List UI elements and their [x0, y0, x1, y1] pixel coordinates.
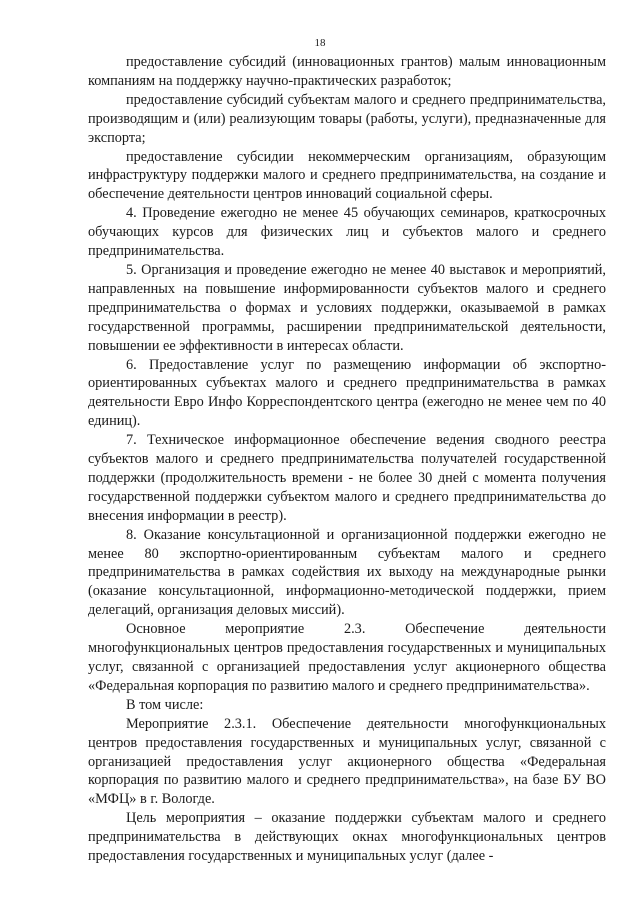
paragraph-item-5: 5. Организация и проведение ежегодно не менее 40 выставок и мероприятий, направленных на повышение информированности субъектов малого и среднего предпринимательства о формах и условиях поддержки, оказываемой в рамках государственной программы, расширении предпринимательской деятельности, повышении ее эффективности в интересах области. — [88, 261, 606, 354]
paragraph-item-8: 8. Оказание консультационной и организационной поддержки ежегодно не менее 80 экспортно-ориентированным субъектам малого и среднего предпринимательства в рамках содействия их выходу на международные рынки (оказание консультационной, информационно-методической поддержки, прием делегаций, организация деловых миссий). — [88, 526, 606, 619]
paragraph-item-6: 6. Предоставление услуг по размещению информации об экспортно-ориентированных субъектах малого и среднего предпринимательства в рамках деятельности Евро Инфо Корреспондентского центра (ежегодно не менее чем по 40 единиц). — [88, 356, 606, 430]
paragraph-main-activity-2-3: Основное мероприятие 2.3. Обеспечение деятельности многофункциональных центров предоставления государственных и муниципальных услуг, связанной с организацией предоставления услуг акционерного общества «Федеральная корпорация по развитию малого и среднего предпринимательства». — [88, 621, 606, 694]
paragraph-subsidy-nonprofit: предоставление субсидии некоммерческим организациям, образующим инфраструктуру поддержки малого и среднего предпринимательства, на создание и обеспечение деятельности центров инноваций социальной сферы. — [88, 148, 606, 203]
paragraph-including: В том числе: — [126, 696, 204, 713]
paragraph-item-4: 4. Проведение ежегодно не менее 45 обучающих семинаров, краткосрочных обучающих курсов для физических лиц и субъектов малого и среднего предпринимательства. — [88, 205, 606, 260]
body-text — [88, 53, 606, 866]
paragraph-activity-2-3-1: Мероприятие 2.3.1. Обеспечение деятельности многофункциональных центров предоставления государственных и муниципальных услуг, связанной с организацией предоставления услуг акционерного общества «Федеральная корпорация по развитию малого и среднего предпринимательства», на базе БУ ВО «МФЦ» в г. Вологде. — [88, 715, 606, 808]
paragraph-subsidy-export: предоставление субсидий субъектам малого и среднего предпринимательства, производящим и (или) реализующим товары (работы, услуги), предназначенные для экспорта; — [88, 91, 606, 146]
page-number: 18 — [314, 37, 326, 49]
paragraph-activity-goal: Цель мероприятия – оказание поддержки субъектам малого и среднего предпринимательства в действующих окнах многофункциональных центров предоставления государственных и муниципальных услуг (далее - — [88, 810, 606, 865]
paragraph-subsidy-innovation-grants: предоставление субсидий (инновационных грантов) малым инновационным компаниям на поддержку научно-практических разработок; — [88, 54, 606, 89]
paragraph-item-7: 7. Техническое информационное обеспечение ведения сводного реестра субъектов малого и среднего предпринимательства получателей государственной поддержки (продолжительность времени - не более 30 дней с момента получения государственной поддержки субъектом малого и среднего предпринимательства до внесения информации в реестр). — [88, 432, 606, 524]
